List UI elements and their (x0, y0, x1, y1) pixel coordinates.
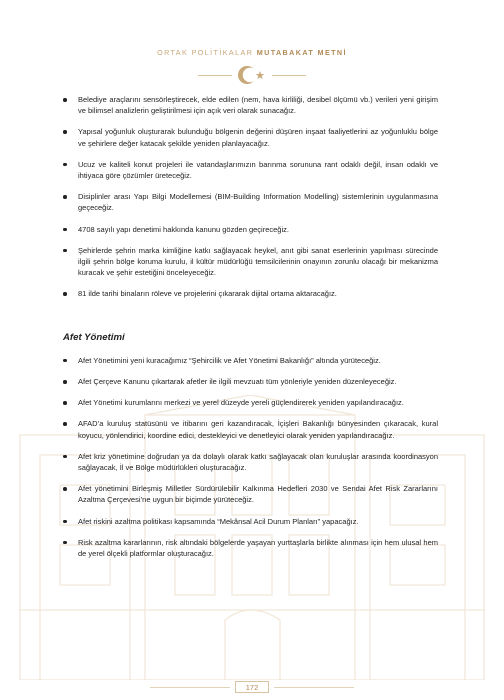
bullet-icon (63, 228, 67, 232)
list-item (63, 516, 438, 527)
bullet-icon (63, 455, 67, 459)
list-item-text: Ucuz ve kaliteli konut projeleri ile vatandaşlarımızın barınma sorununa rant odaklı değil, insan odaklı ve ihtiyaca göre çözümler üreteceğiz. (78, 159, 438, 181)
bullet-icon (63, 130, 67, 134)
list-item (63, 376, 438, 387)
header-title: MUTABAKAT METNİ (256, 48, 347, 57)
emblem-rule-left (198, 75, 232, 76)
crescent-star-icon (234, 63, 270, 87)
list-item (63, 159, 438, 181)
list-item-text: Belediye araçlarını sensörleştirecek, elde edilen (nem, hava kirliliği, desibel ölçümü vb.) verileri yeni girişim ve bilimsel analizlerin geliştirilmesi için açık veri olarak sunacağız. (78, 95, 438, 116)
list-item-text: Afet Yönetimini yeni kuracağımız “Şehircilik ve Afet Yönetimi Bakanlığı” altında yürüteceğiz. (78, 355, 381, 365)
running-header (0, 48, 504, 57)
list-item (63, 191, 438, 213)
list-item-text: Afet yönetimini Birleşmiş Milletler Sürdürülebilir Kalkınma Hedefleri 2030 ve Sendai Afet Risk Zararlarını Azaltma Çerçevesi’ne uygun bir biçimde yürüteceğiz. (78, 484, 438, 505)
list-item-text: 4708 sayılı yapı denetimi hakkında kanunu gözden geçireceğiz. (78, 224, 289, 234)
list-item-text: Afet riskini azaltma politikası kapsamında “Mekânsal Acil Durum Planları” yapacağız. (78, 516, 359, 526)
list-item-text: 81 ilde tarihi binaların röleve ve projelerini çıkararak dijital ortama aktaracağız. (78, 289, 337, 299)
bullet-icon (63, 401, 67, 405)
bullet-icon (63, 541, 67, 545)
list-item-text: Afet Çerçeve Kanunu çıkartarak afetler ile ilgili mevzuatı tüm yönleriyle yeniden düzenleyeceğiz. (78, 377, 397, 387)
bullet-icon (63, 520, 67, 524)
list-item (63, 397, 438, 408)
list-item-text: Şehirlerde şehrin marka kimliğine katkı sağlayacak heykel, anıt gibi sanat eserlerinin yapılması sürecinde ilgili şehrin bölge koruma kurulu, il kültür müdürlüğü temsilcilerinin onayının zorunlu olacağı bir mekanizma kuracak ve şehir estetiğini önceleyeceğiz. (78, 245, 438, 278)
page-number-rule-right (274, 687, 354, 688)
list-item-text: Risk azaltma kararlarının, risk altındaki bölgelerde yaşayan yurttaşlarla birlikte alınması için hem ulusal hem de yerel ölçekli platformlar oluşturacağız. (78, 537, 438, 559)
list-item (63, 537, 438, 559)
list-item (63, 288, 438, 299)
list-item-text: AFAD’a kuruluş statüsünü ve itibarını geri kazandıracak, İçişleri Bakanlığı bünyesinden çıkaracak, kural koyucu, yönlendirici, koordine edici, destekleyici ve denetleyici olarak yeniden yapılandıracağız. (78, 419, 438, 440)
policy-list (63, 94, 438, 300)
list-item (63, 355, 438, 366)
bullet-icon (63, 249, 67, 253)
list-item-text: Yapısal yoğunluk oluşturarak bulunduğu bölgenin değerini düşüren inşaat faaliyetlerini az yoğunluklu bölge ve şehirlere değer katacak şekilde yeniden planlayacağız. (78, 127, 438, 148)
header-prefix: ORTAK POLİTİKALAR (157, 48, 254, 57)
bullet-icon (63, 380, 67, 384)
disaster-policy-list (63, 355, 438, 559)
list-item-text: Afet kriz yönetimine doğrudan ya da dolaylı olarak katkı sağlayacak olan kuruluşlar arasında koordinasyon sağlayacak, İl ve Bölge müdürlükleri oluşturacağız. (78, 451, 438, 473)
bullet-icon (63, 163, 67, 167)
list-item (63, 245, 438, 279)
list-item (63, 451, 438, 473)
emblem-rule-right (272, 75, 306, 76)
bullet-icon (63, 195, 67, 199)
page-number-rule-left (150, 687, 230, 688)
list-item (63, 418, 438, 440)
list-item (63, 483, 438, 505)
section-title: Afet Yönetimi (63, 331, 125, 343)
bullet-icon (63, 487, 67, 491)
list-item (63, 94, 438, 116)
list-item (63, 126, 438, 148)
bullet-icon (63, 422, 67, 426)
bullet-icon (63, 359, 67, 363)
page-body (63, 94, 438, 569)
page-number: 172 (235, 681, 269, 693)
list-item-text: Disiplinler arası Yapı Bilgi Modellemesi (BIM-Building Information Modelling) sistemlerinin uygulanmasına geçeceğiz. (78, 192, 438, 213)
bullet-icon (63, 292, 67, 296)
list-item (63, 224, 438, 235)
bullet-icon (63, 98, 67, 102)
list-item-text: Afet Yönetimi kurumlarını merkezi ve yerel düzeyde yereli güçlendirerek yeniden yapılandıracağız. (78, 398, 404, 408)
